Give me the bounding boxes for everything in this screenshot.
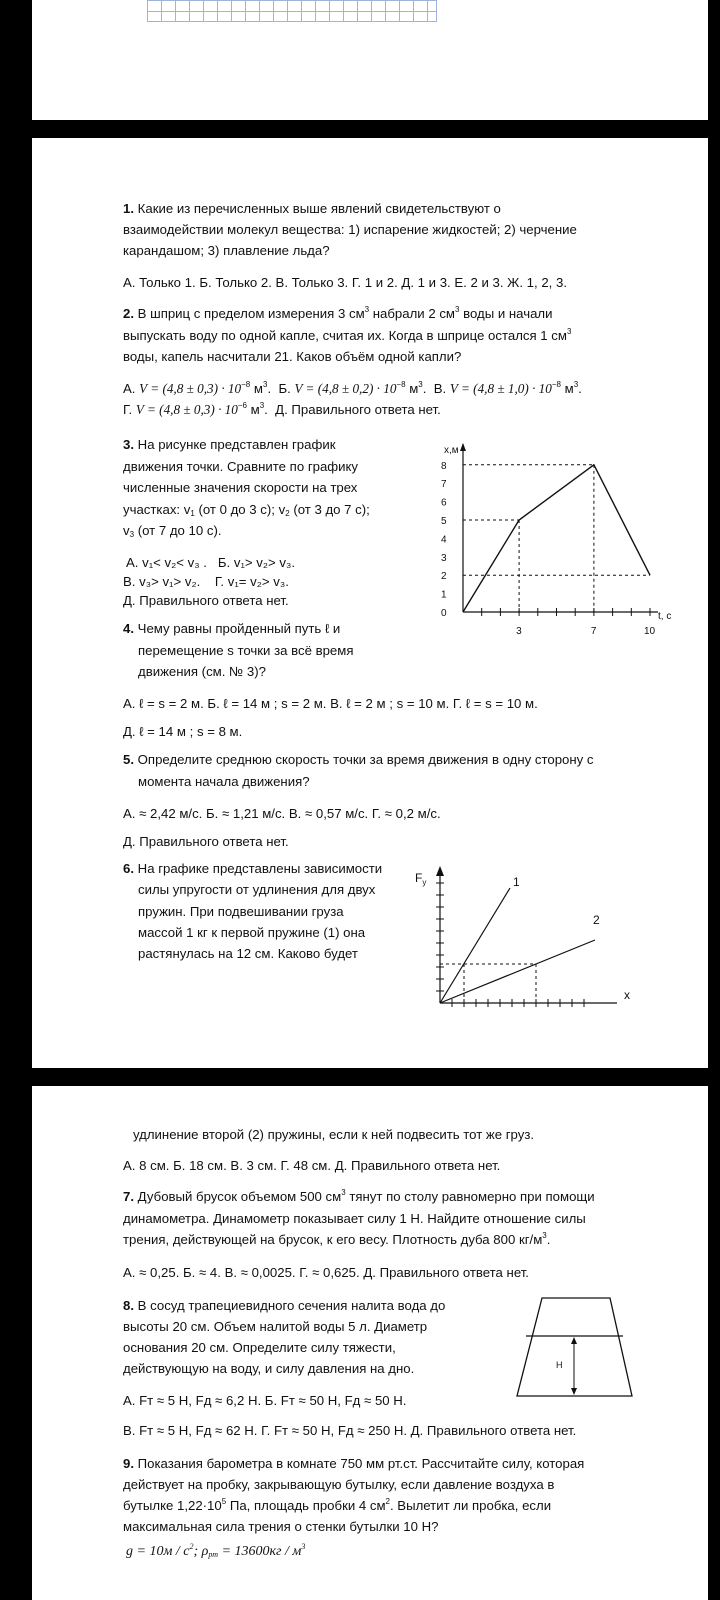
chart-series-line	[463, 465, 650, 612]
q4-line-2: перемещение s точки за всё время	[138, 643, 354, 658]
height-arrow-bottom	[571, 1388, 577, 1395]
q1-line-3: карандашом; 3) плавление льда?	[123, 243, 330, 258]
chart-y-axis-arrow	[460, 443, 466, 451]
q4-line-1: 4. Чему равны пройденный путь ℓ и	[123, 621, 341, 636]
trapezoid-vessel-figure	[512, 1286, 642, 1406]
chart-y-tick-label: 2	[441, 571, 447, 583]
chart-x-tick-label: 10	[644, 626, 656, 636]
q2-answers-row-1: А. $V = (4,8 \pm 0,3) \cdot 10^{-8}$ $м^3$. Б. $V = (4,8 \pm 0,2) \cdot 10^{-8}$ $м^3$. В. $V = (4,8 \pm 1,0) \cdot 10^{-8}$ $м^3$.	[123, 380, 582, 396]
q3-answers-row-3: Д. Правильного ответа нет.	[123, 593, 289, 608]
height-arrow-top	[571, 1337, 577, 1344]
chart-y-tick-label: 1	[441, 589, 447, 601]
q5-answers-row-1: А. ≈ 2,42 м/с. Б. ≈ 1,21 м/с. В. ≈ 0,57 м/с. Г. ≈ 0,2 м/с.	[123, 806, 441, 821]
chart-y-tick-label: 4	[441, 534, 447, 546]
q1-line-1: 1. Какие из перечисленных выше явлений свидетельствуют о	[123, 201, 501, 216]
q7-line-2: динамометра. Динамометр показывает силу 1 Н. Найдите отношение силы	[123, 1211, 586, 1226]
q6-line-4: массой 1 кг к первой пружине (1) она	[138, 925, 366, 940]
q8-line-3: основания 20 см. Определите силу тяжести,	[123, 1340, 396, 1355]
chart-x-tick-label: 7	[590, 626, 597, 636]
q7-line-1: 7. Дубовый брусок объемом 500 $см^3$ тянут по столу равномерно при помощи	[123, 1188, 595, 1204]
spring-force-graph	[407, 858, 657, 1018]
spring-line-1	[440, 888, 510, 1003]
q3-line-4: участках: $v_1$ (от 0 до 3 с); $v_2$ (от 3 до 7 с);	[123, 502, 370, 518]
q9-formula: $g = 10м / с^2$; $\rho_{рт} = 13600кг / м^3$	[126, 1542, 306, 1559]
q3-line-2: движения точки. Сравните по графику	[123, 459, 359, 474]
q4-line-3: движения (см. № 3)?	[138, 664, 266, 679]
spring-graph-ticks	[436, 883, 584, 1007]
q7-line-3: трения, действующей на брусок, к его весу. Плотность дуба 800 $кг/м^3$.	[123, 1231, 551, 1247]
q9-line-4: максимальная сила трения о стенки бутылки 10 Н?	[123, 1519, 439, 1534]
q6-line-2: силы упругости от удлинения для двух	[138, 882, 376, 897]
page-continuation	[32, 1086, 708, 1600]
chart-x-axis-label: t, c	[658, 611, 672, 622]
spring-graph-y-label: $F_у$	[415, 871, 427, 887]
page-main	[32, 138, 708, 1068]
chart-y-tick-label: 5	[441, 516, 447, 527]
q8-line-2: высоты 20 см. Объем налитой воды 5 л. Диаметр	[123, 1319, 428, 1334]
q4-answers-row-1: А. ℓ = s = 2 м. Б. ℓ = 14 м ; s = 2 м. В. ℓ = 2 м ; s = 10 м. Г. ℓ = s = 10 м.	[123, 696, 538, 711]
q8-line-1: 8. В сосуд трапециевидного сечения налита вода до	[123, 1298, 446, 1313]
q2-line-1: 2. В шприц с пределом измерения 3 $см^3$ набрали 2 $см^3$ воды и начали	[123, 305, 553, 321]
spring-line-2	[440, 940, 595, 1003]
q4-answers-row-2: Д. ℓ = 14 м ; s = 8 м.	[123, 724, 243, 739]
chart-y-tick-label: 6	[441, 497, 447, 509]
spring-graph-y-arrow	[436, 866, 444, 876]
q3-answers-row-2: В. v₃> v₁> v₂. Г. v₁= v₂> v₃.	[123, 574, 289, 589]
q5-answers-row-2: Д. Правильного ответа нет.	[123, 834, 289, 849]
q6-line-5: растянулась на 12 см. Каково будет	[138, 946, 358, 961]
q9-line-1: 9. Показания барометра в комнате 750 мм рт.ст. Рассчитайте силу, которая	[123, 1456, 585, 1471]
q8-line-4: действующую на воду, и силу давления на дно.	[123, 1361, 415, 1376]
q3-line-1: 3. На рисунке представлен график	[123, 437, 336, 452]
chart-y-tick-label: 8	[441, 460, 447, 472]
q2-answers-row-2: Г. $V = (4,8 \pm 0,3) \cdot 10^{-6}$ $м^3$. Д. Правильного ответа нет.	[123, 401, 441, 417]
q3-line-3: численные значения скорости на трех	[123, 480, 358, 495]
q5-line-2: момента начала движения?	[138, 774, 310, 789]
q3-answers-row-1: А. v₁< v₂< v₃ . Б. v₁> v₂> v₃.	[126, 555, 296, 570]
motion-chart	[392, 436, 692, 636]
q2-line-2: выпускать воду по одной капле, считая их. Когда в шприце остался 1 $см^3$	[123, 327, 572, 343]
spring-line-2-label: 2	[593, 913, 600, 927]
chart-y-tick-label: 3	[441, 552, 447, 564]
chart-y-tick-label: 7	[441, 479, 447, 491]
q1-line-2: взаимодействии молекул вещества: 1) испарение жидкостей; 2) черчение	[123, 222, 577, 237]
q6-line-3: пружин. При подвешивании груза	[138, 904, 344, 919]
header-grid-strip	[147, 0, 437, 22]
q5-line-1: 5. Определите среднюю скорость точки за время движения в одну сторону с	[123, 752, 594, 767]
q6-line-1: 6. На графике представлены зависимости	[123, 861, 383, 876]
q6-answers: А. 8 см. Б. 18 см. В. 3 см. Г. 48 см. Д. Правильного ответа нет.	[123, 1158, 501, 1173]
q8-answers-row-1: А. Fт ≈ 5 Н, Fд ≈ 6,2 Н. Б. Fт ≈ 50 Н, Fд ≈ 50 Н.	[123, 1393, 407, 1408]
height-label: H	[556, 1360, 563, 1370]
q1-answers: А. Только 1. Б. Только 2. В. Только 3. Г. 1 и 2. Д. 1 и 3. Е. 2 и 3. Ж. 1, 2, 3.	[123, 275, 568, 290]
q8-answers-row-2: В. Fт ≈ 5 Н, Fд ≈ 62 Н. Г. Fт ≈ 50 Н, Fд ≈ 250 Н. Д. Правильного ответа нет.	[123, 1423, 577, 1438]
page-top-fragment	[32, 0, 708, 120]
q9-line-2: действует на пробку, закрывающую бутылку, если давление воздуха в	[123, 1477, 555, 1492]
q6-continuation: удлинение второй (2) пружины, если к ней подвесить тот же груз.	[133, 1127, 535, 1142]
chart-y-tick-label: 0	[441, 608, 447, 619]
spring-line-1-label: 1	[513, 875, 520, 889]
spring-graph-x-label: x	[624, 988, 630, 1002]
q3-line-5: $v_3$ (от 7 до 10 с).	[123, 523, 222, 539]
q2-line-3: воды, капель насчитали 21. Каков объём одной капли?	[123, 349, 462, 364]
q7-answers: А. ≈ 0,25. Б. ≈ 4. В. ≈ 0,0025. Г. ≈ 0,625. Д. Правильного ответа нет.	[123, 1265, 529, 1280]
chart-x-tick-label: 3	[516, 626, 522, 636]
chart-y-axis-label: x,м	[444, 445, 459, 456]
q9-line-3: бутылке $1,22\cdot 10^5$ Па, площадь пробки 4 $см^2$. Вылетит ли пробка, если	[123, 1497, 552, 1513]
